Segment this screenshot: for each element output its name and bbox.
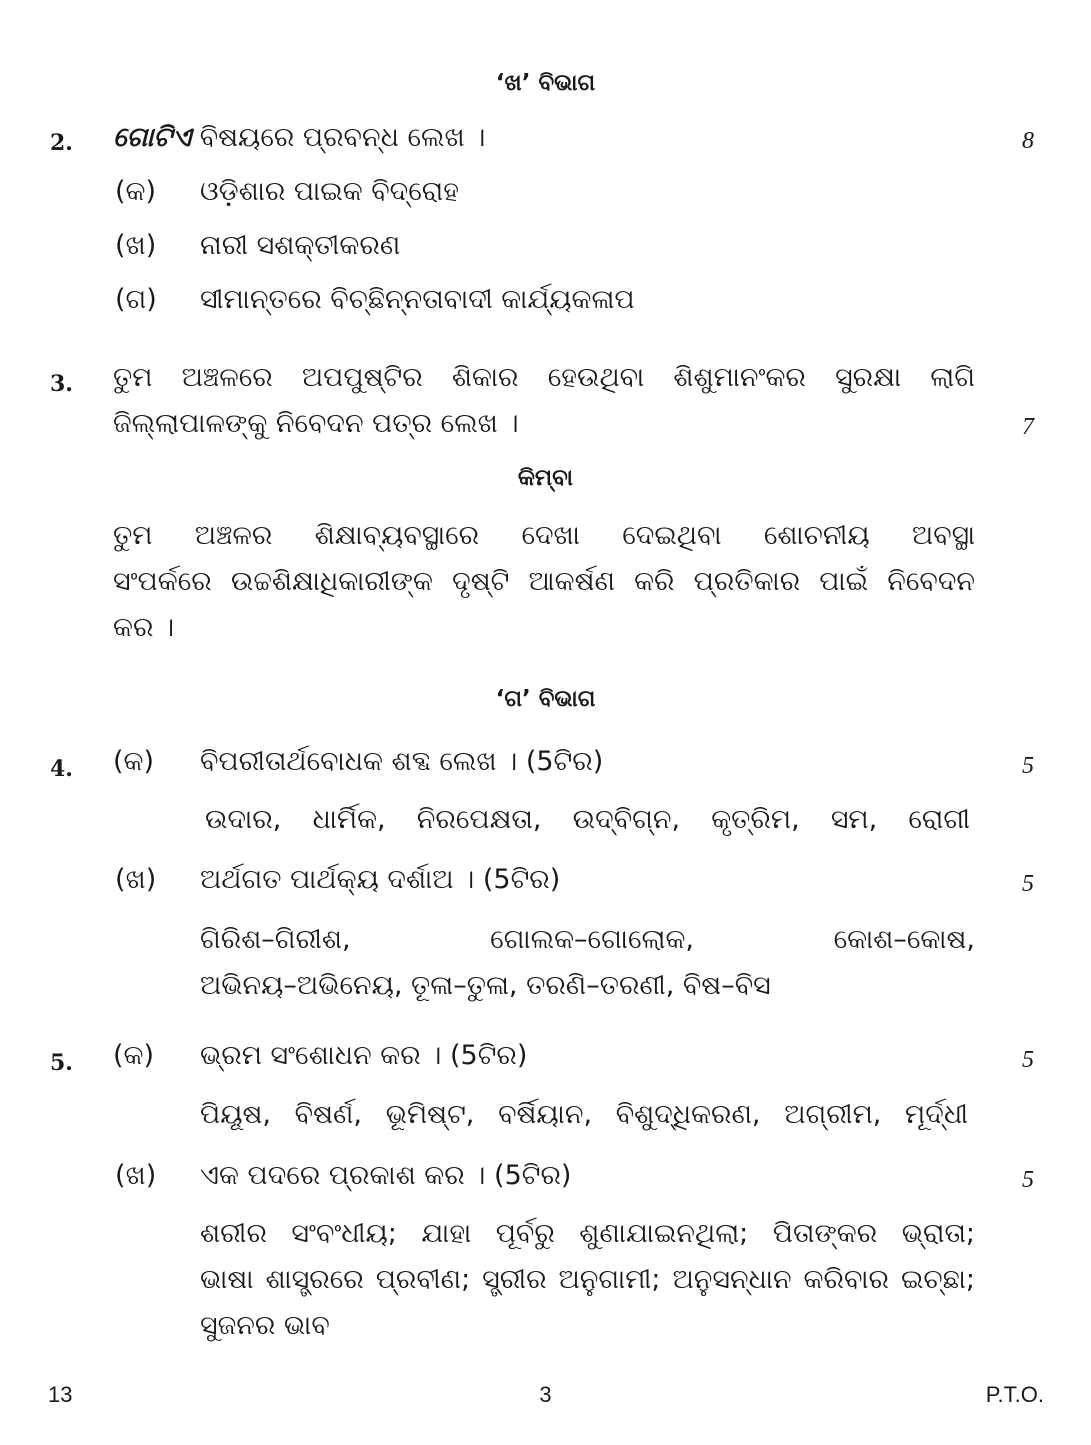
section-ga-title: ‘ଗ’ ବିଭାଗ — [495, 686, 596, 712]
question-2-option-label: (କ) — [115, 176, 157, 207]
question-2-option-label: (ଖ) — [115, 230, 157, 261]
question-2-option-text: ନାରୀ ସଶକ୍ତୀକରଣ — [200, 230, 401, 261]
footer-pto: P.T.O. — [985, 1382, 1044, 1407]
question-5a-marks: 5 — [1022, 1047, 1034, 1073]
question-4b-label: (ଖ) — [115, 864, 157, 895]
question-4b-words-line-2: ଅଭିନୟ–ଅଭିନେୟ, ତୂଳା–ତୁଳା, ତରଣି–ତରଣୀ, ବିଷ–ବିସ — [200, 970, 771, 1001]
question-3-number: 3. — [50, 371, 73, 397]
question-2-text — [113, 122, 485, 154]
question-4a-marks: 5 — [1022, 753, 1034, 779]
question-2-instruction: ବିଷୟରେ ପ୍ରବନ୍ଧ ଲେଖ । — [191, 122, 486, 153]
question-4b-text: ଅର୍ଥଗତ ପାର୍ଥକ୍ୟ ଦର୍ଶାଅ । (5ଟିର) — [200, 864, 561, 895]
question-2-option-label: (ଗ) — [115, 284, 157, 315]
footer-code: 13 — [48, 1382, 73, 1407]
question-4a-label: (କ) — [113, 746, 155, 777]
section-kha-title: ‘ଖ’ ବିଭାଗ — [495, 70, 596, 96]
question-5b-text: ଏକ ପଦରେ ପ୍ରକାଶ କର । (5ଟିର) — [200, 1160, 572, 1191]
question-4a-words: ଉଦାର, ଧାର୍ମିକ, ନିରପେକ୍ଷତା, ଉଦ୍‌ବିଗ୍ନ, କୃତ୍ରିମ, ସମ, ରୋଗୀ — [205, 804, 970, 835]
question-2-option-text: ଓଡ଼ିଶାର ପାଇକ ବିଦ୍ରୋହ — [200, 176, 459, 207]
question-3-marks: 7 — [1022, 414, 1034, 440]
question-3-alt-line-3: କର । — [113, 612, 175, 643]
question-5b-label: (ଖ) — [115, 1160, 157, 1191]
footer-page-number: 3 — [539, 1382, 552, 1407]
question-5b-line-3: ସୁଜନର ଭାବ — [200, 1310, 330, 1341]
question-3-alt-line-1: ତୁମ ଅଞ୍ଚଳର ଶିକ୍ଷାବ୍ୟବସ୍ଥାରେ ଦେଖା ଦେଇଥିବା ଶୋଚନୀୟ ଅବସ୍ଥା — [113, 520, 975, 551]
question-5a-text: ଭ୍ରମ ସଂଶୋଧନ କର । (5ଟିର) — [200, 1040, 528, 1071]
question-5a-words: ପିୟୂଷ, ବିଷର୍ଣ, ଭୂମିଷ୍ଟ, ବର୍ଷିୟାନ, ବିଶୁଦ୍ଧିକରଣ, ଅଗ୍ରୀମ, ମୂର୍ଦ୍ଧୀ — [200, 1099, 968, 1130]
question-4-number: 4. — [50, 756, 73, 782]
question-5a-label: (କ) — [113, 1040, 155, 1071]
question-2-option-text: ସୀମାନ୍ତରେ ବିଚ୍ଛିନ୍ନତାବାଦୀ କାର୍ଯ୍ୟକଳାପ — [200, 284, 635, 315]
question-3-line-1: ତୁମ ଅଞ୍ଚଳରେ ଅପପୁଷ୍ଟିର ଶିକାର ହେଉଥିବା ଶିଶୁମାନଂକର ସୁରକ୍ଷା ଲାଗି — [113, 362, 975, 393]
question-2-number: 2. — [50, 130, 73, 156]
question-5b-line-2: ଭାଷା ଶାସ୍ତ୍ରରେ ପ୍ରବୀଣ; ସ୍ତ୍ରୀର ଅନୁଗାମୀ; ଅନୁସନ୍ଧାନ କରିବାର ଇଚ୍ଛା; — [200, 1264, 975, 1295]
question-3-line-2: ଜିଲ୍ଲାପାଳଙ୍କୁ ନିବେଦନ ପତ୍ର ଲେଖ । — [113, 408, 519, 439]
question-4b-marks: 5 — [1022, 871, 1034, 897]
question-5b-marks: 5 — [1022, 1167, 1034, 1193]
question-2-marks: 8 — [1022, 128, 1034, 154]
or-label: କିମ୍ବା — [517, 465, 574, 491]
question-4a-text: ବିପରୀତାର୍ଥବୋଧକ ଶବ୍ଦ ଲେଖ । (5ଟିର) — [200, 746, 604, 777]
question-3-alt-line-2: ସଂପର୍କରେ ଉଚ୍ଚଶିକ୍ଷାଧିକାରୀଙ୍କ ଦୃଷ୍ଟି ଆକର୍ଷଣ କରି ପ୍ରତିକାର ପାଇଁ ନିବେଦନ — [113, 566, 975, 597]
question-4b-words-line-1: ଗିରିଶ–ଗିରୀଶ, ଗୋଲକ–ଗୋଲୋକ, କୋଶ–କୋଷ, — [200, 924, 975, 955]
question-5b-line-1: ଶରୀର ସଂବଂଧୀୟ; ଯାହା ପୂର୍ବରୁ ଶୁଣାଯାଇନଥିଲା; ପିତାଙ୍କର ଭ୍ରାତା; — [200, 1218, 975, 1249]
question-5-number: 5. — [50, 1050, 73, 1076]
question-2-emphasis: ଗୋଟିଏ — [113, 122, 192, 153]
